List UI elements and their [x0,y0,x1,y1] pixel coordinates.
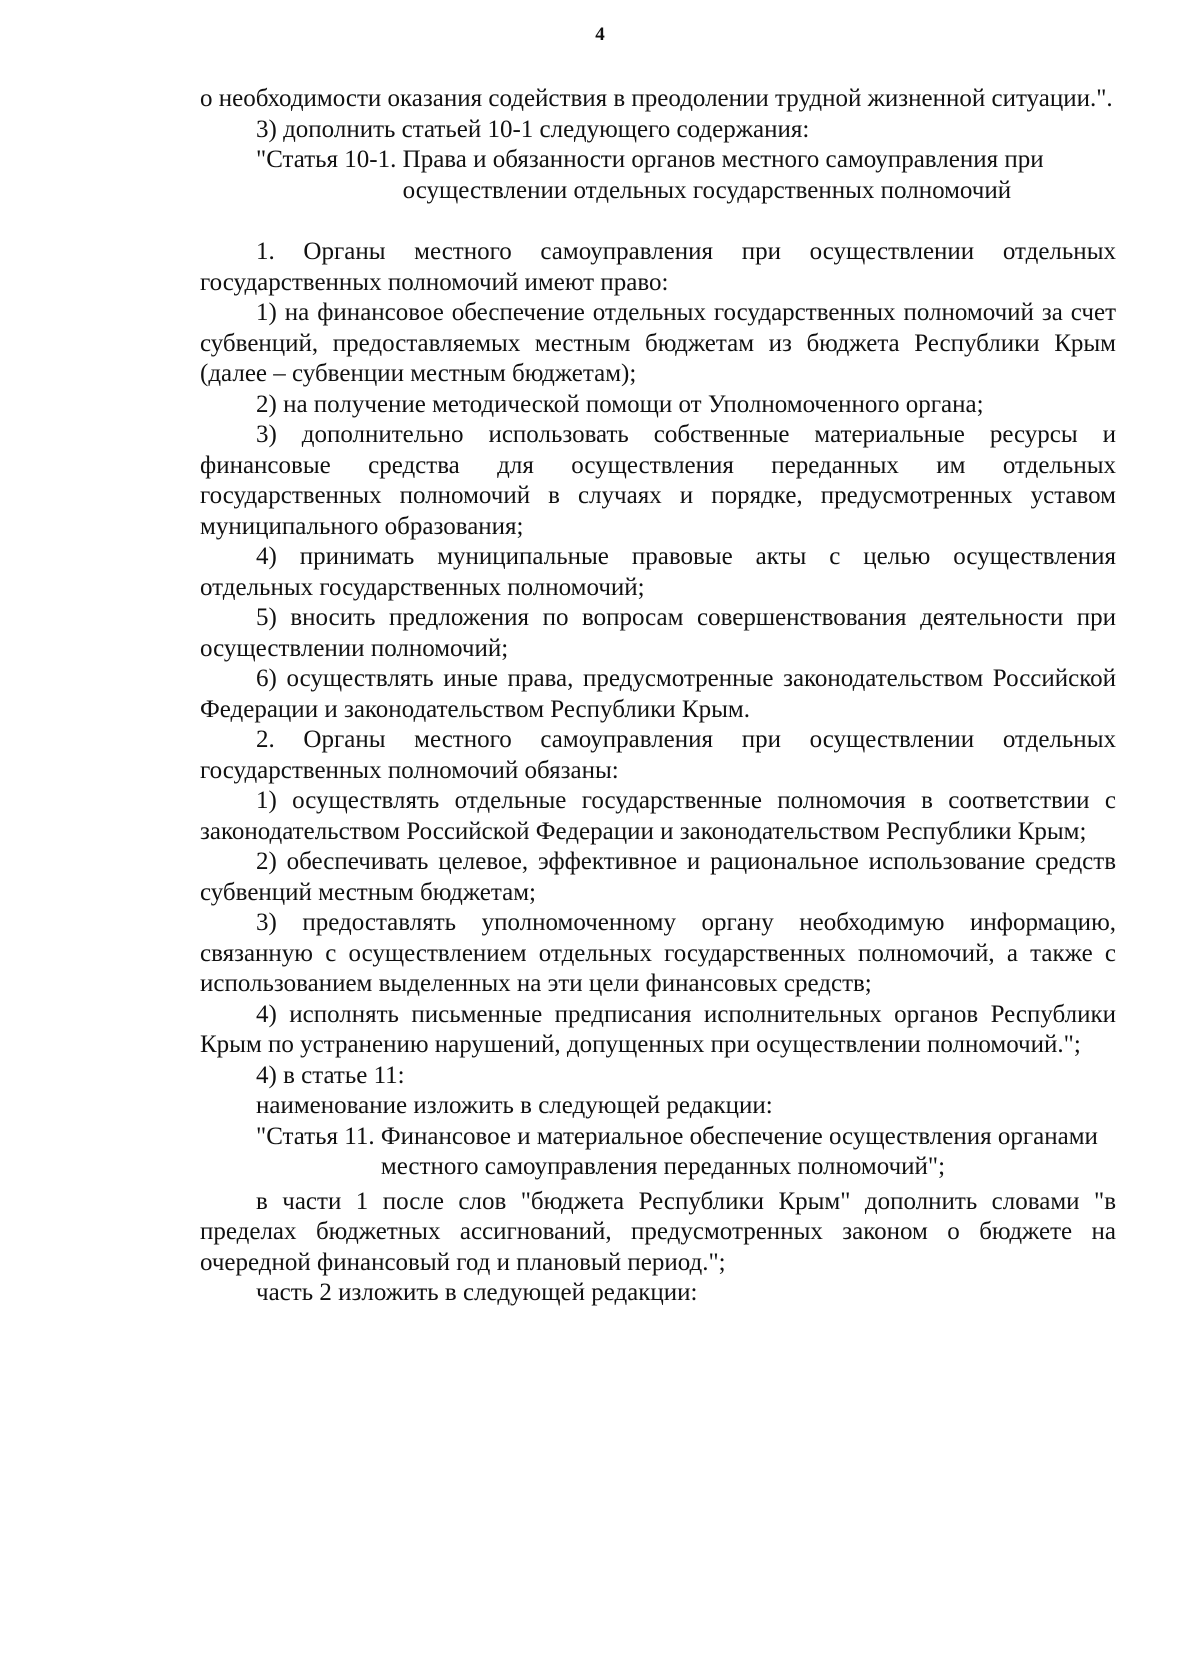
document-body [200,84,1116,1309]
paragraph: 3) предоставлять уполномоченному органу необходимую информацию, связанную с осуществлением отдельных государственных полномочий, а также с использованием выделенных на эти цели финансовых средств; [200,909,1116,997]
article-heading-number: "Статья 10-1. [256,146,403,173]
article-heading-number: "Статья 11. [256,1122,381,1150]
paragraph: 4) исполнять письменные предписания исполнительных органов Республики Крым по устранению нарушений, допущенных при осуществлении полномочий."; [200,1000,1116,1058]
paragraph: 2) обеспечивать целевое, эффективное и рациональное использование средств субвенций местным бюджетам; [200,848,1116,906]
article-heading-title: Финансовое и материальное обеспечение осуществления органами местного самоуправления переданных полномочий"; [380,1122,1098,1180]
article-heading-title: Права и обязанности органов местного самоуправления при осуществлении отдельных государственных полномочий [402,146,1044,204]
paragraph: 1. Органы местного самоуправления при осуществлении отдельных государственных полномочий имеют право: [200,238,1116,296]
paragraph: 2. Органы местного самоуправления при осуществлении отдельных государственных полномочий обязаны: [200,726,1116,784]
paragraph: наименование изложить в следующей редакции: [256,1092,773,1119]
paragraph: 3) дополнить статьей 10-1 следующего содержания: [256,115,810,143]
paragraph: 5) вносить предложения по вопросам совершенствования деятельности при осуществлении полномочий; [200,604,1116,662]
paragraph: 4) в статье 11: [256,1061,405,1089]
paragraph: часть 2 изложить в следующей редакции: [256,1279,698,1306]
article-heading-10-1 [200,145,1116,206]
paragraph: 6) осуществлять иные права, предусмотренные законодательством Российской Федерации и законодательством Республики Крым. [200,665,1116,723]
paragraph: 4) принимать муниципальные правовые акты с целью осуществления отдельных государственных полномочий; [200,543,1116,601]
paragraph: о необходимости оказания содействия в преодолении трудной жизненной ситуации.". [200,85,1113,112]
paragraph: 1) осуществлять отдельные государственные полномочия в соответствии с законодательством Российской Федерации и законодательством Республики Крым; [200,787,1116,845]
paragraph: в части 1 после слов "бюджета Республики Крым" дополнить словами "в пределах бюджетных ассигнований, предусмотренных законом о бюджете на очередной финансовый год и плановый период."; [200,1187,1116,1276]
paragraph: 1) на финансовое обеспечение отдельных государственных полномочий за счет субвенций, предоставляемых местным бюджетам из бюджета Республики Крым (далее – субвенции местным бюджетам); [200,299,1116,387]
paragraph: 2) на получение методической помощи от Уполномоченного органа; [256,390,984,418]
article-heading-11 [200,1122,1116,1183]
paragraph: 3) дополнительно использовать собственные материальные ресурсы и финансовые средства для осуществления переданных им отдельных государственных полномочий в случаях и порядке, предусмотренных уставом муниципального образования; [200,421,1116,540]
page-number: 4 [595,24,605,45]
